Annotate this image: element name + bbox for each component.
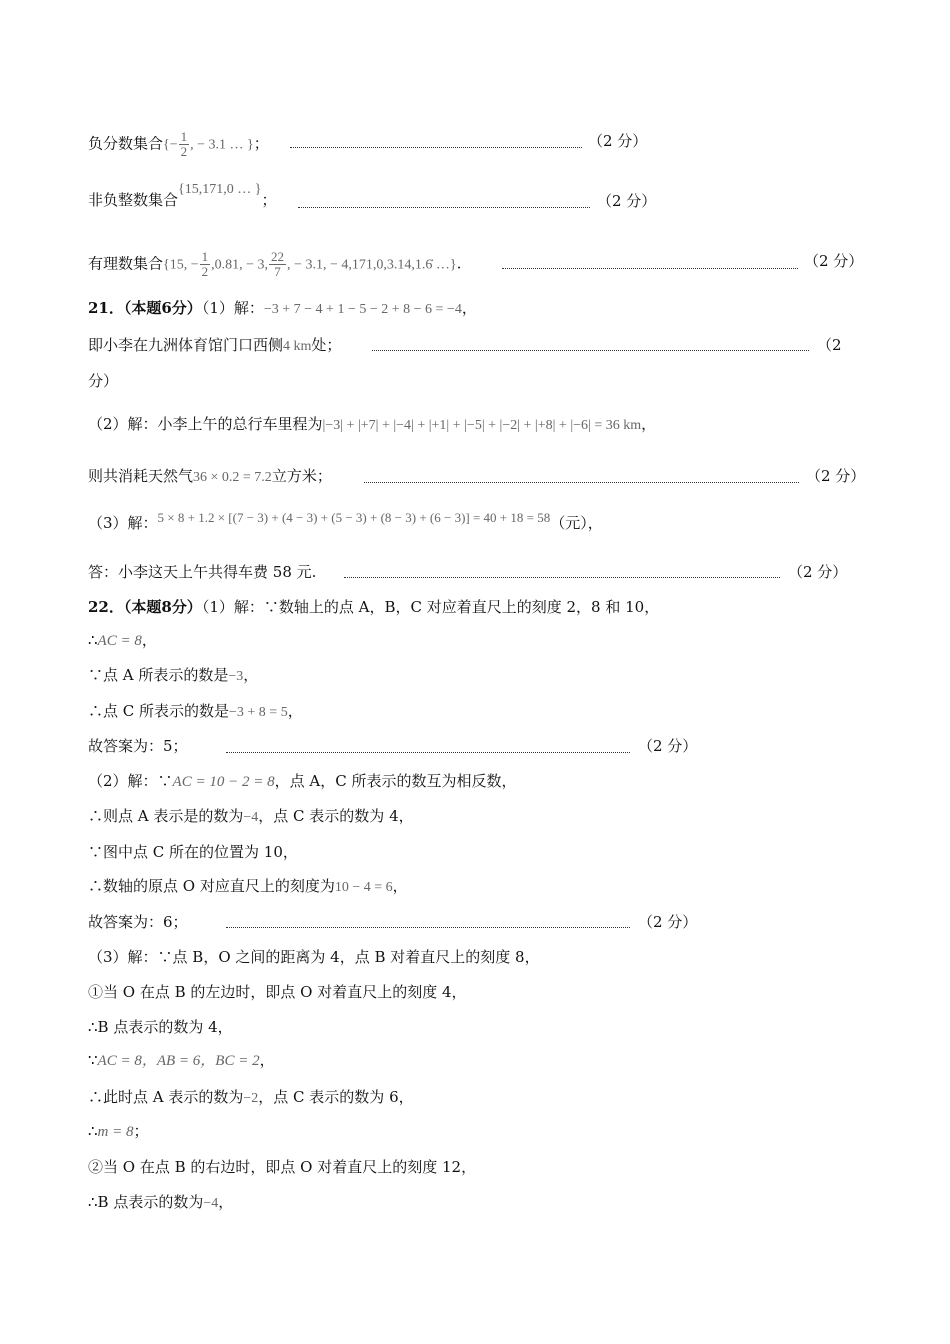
equation: −3 + 8 = 5 (229, 705, 288, 720)
fraction (179, 130, 190, 159)
answer-dotted-line (502, 268, 798, 269)
text: ∵点 A 所表示的数是 (88, 666, 229, 684)
q22-line (88, 1121, 149, 1142)
set-part: {15, − (163, 257, 199, 273)
q22-line: 故答案为：6； (88, 913, 188, 931)
score-label: （2 分） (638, 913, 698, 931)
text: 即小李在九洲体育馆门口西侧 (88, 336, 284, 354)
rational-numbers-line (88, 250, 461, 279)
q22-line (88, 876, 408, 898)
fraction-den: 7 (274, 264, 281, 279)
text: ，点 A，C 所表示的数互为相反数， (274, 772, 517, 790)
line-end: . (456, 254, 462, 273)
score-label: （2 分） (804, 252, 864, 270)
answer-dotted-line (364, 482, 799, 483)
question-head: （本题8分） (123, 598, 202, 616)
negative-fractions-line (88, 130, 269, 159)
line-end: ， (218, 1193, 234, 1211)
equation: AC = 10 − 2 = 8 (172, 774, 275, 790)
unit: （元）， (550, 514, 603, 532)
equation: 36 × 0.2 = 7.2 (193, 470, 272, 485)
q22-line (88, 1192, 233, 1214)
equation: −3 (228, 669, 244, 684)
equation: |−3| + |+7| + |−4| + |+1| + |−5| + |−2| + |+8| + |−6| = 36 km (322, 418, 642, 433)
set-rest: , − 3.1 … } (190, 137, 254, 153)
score-label: （2 分） (806, 467, 866, 485)
question-number: 21． (88, 299, 124, 317)
equation: 5 × 8 + 1.2 × [(7 − 3) + (4 − 3) + (5 − 3) + (8 − 3) + (6 − 3)] = 40 + 18 = 58 (157, 510, 551, 525)
part-intro: （1）解： (201, 299, 264, 317)
q21-p2-line1 (88, 414, 656, 436)
set-values: {15,171,0 … } (178, 182, 262, 197)
q22-line (88, 665, 258, 687)
distance-value: 4 km (283, 339, 312, 354)
text: ∴ (88, 1122, 98, 1140)
q22-line (88, 701, 303, 723)
q22-line (88, 771, 516, 792)
equation: −3 + 7 − 4 + 1 − 5 − 2 + 8 − 6 = −4 (263, 302, 462, 317)
equation: AC = 8 (97, 633, 142, 649)
line-end: ， (392, 877, 408, 895)
q22-line (88, 1050, 275, 1071)
line-label: 非负整数集合 (88, 191, 179, 209)
part-intro: （2）解：小李上午的总行车里程为 (88, 415, 323, 433)
line-label: 有理数集合 (88, 254, 164, 273)
answer-dotted-line (344, 577, 780, 578)
line-end: ， (141, 631, 157, 649)
q22-line: ∵图中点 C 所在的位置为 10， (88, 843, 298, 861)
q22-line (88, 806, 414, 828)
equation: AC = 8，AB = 6，BC = 2 (97, 1053, 260, 1069)
equation: −4 (203, 1196, 219, 1211)
text: ∴ (88, 631, 98, 649)
q22-line: （3）解：∵点 B，O 之间的距离为 4，点 B 对着直尺上的刻度 8， (88, 948, 540, 966)
set-part: ,0.81, − 3, (211, 257, 269, 273)
score-label-part: 分） (88, 372, 119, 390)
text: ∴则点 A 表示是的数为 (88, 807, 244, 825)
line-end: ； (133, 1122, 149, 1140)
fraction (269, 250, 286, 279)
text: 则共消耗天然气 (88, 467, 194, 485)
answer-dotted-line (290, 147, 582, 148)
score-label: （2 分） (597, 192, 657, 210)
text: ∵ (88, 1051, 98, 1069)
score-label: （2 分） (588, 132, 648, 150)
q22-line (88, 630, 157, 651)
fraction-den: 2 (180, 144, 188, 159)
equation: −2 (243, 1091, 259, 1106)
part-intro: （3）解： (88, 514, 158, 532)
text: ，点 C 表示的数为 4， (258, 807, 414, 825)
text: ，点 C 表示的数为 6， (258, 1088, 414, 1106)
line-end: ， (287, 702, 303, 720)
fraction-num: 22 (271, 249, 285, 264)
answer-dotted-line (298, 207, 590, 208)
equation: m = 8 (97, 1124, 134, 1140)
text: ∴B 点表示的数为 (88, 1193, 204, 1211)
q21-answer: 答：小李这天上午共得车费 58 元. (88, 563, 317, 581)
line-end: ； (261, 191, 277, 209)
line-end: ， (641, 415, 657, 433)
score-label: （2 分） (638, 737, 698, 755)
text: （2）解：∵ (88, 772, 173, 790)
q21-p3-line (88, 510, 603, 534)
line-label: 负分数集合 (88, 134, 164, 153)
score-label: （2 分） (788, 563, 848, 581)
fraction-num: 1 (180, 129, 188, 144)
text: ∴此时点 A 表示的数为 (88, 1088, 244, 1106)
text: ∴数轴的原点 O 对应直尺上的刻度为 (88, 877, 335, 895)
score-label-part: （2 (817, 336, 842, 354)
q22-line (88, 1087, 414, 1109)
q21-heading-line (88, 298, 477, 320)
fraction-den: 2 (201, 264, 209, 279)
q21-p2-line2 (88, 466, 332, 488)
answer-dotted-line (226, 927, 630, 928)
line-end: ； (253, 134, 269, 153)
fraction-num: 1 (201, 249, 209, 264)
line-end: ， (243, 666, 259, 684)
q22-line: 故答案为：5； (88, 737, 188, 755)
fraction (200, 250, 211, 279)
answer-dotted-line (226, 752, 630, 753)
text: ∴点 C 所表示的数是 (88, 702, 230, 720)
set-part: , − 3.1, − 4,171,0,3.14,1.6̇ …} (287, 257, 457, 273)
q22-line: ②当 O 在点 B 的右边时，即点 O 对着直尺上的刻度 12， (88, 1158, 477, 1176)
question-number: 22． (88, 598, 124, 616)
line-end: ， (461, 299, 477, 317)
text: 立方米； (271, 467, 332, 485)
equation: 10 − 4 = 6 (334, 880, 393, 895)
nonnegative-integers-line (88, 182, 277, 212)
q22-line: ①当 O 在点 B 的左边时，即点 O 对着直尺上的刻度 4， (88, 983, 467, 1001)
question-head: （本题6分） (123, 299, 202, 317)
set-open: {− (163, 137, 178, 153)
line-end: ， (259, 1051, 275, 1069)
q22-line: ∴B 点表示的数为 4， (88, 1018, 233, 1036)
q22-heading-line (88, 597, 659, 617)
q21-p1-line2 (88, 335, 341, 357)
text: （1）解：∵数轴上的点 A，B，C 对应着直尺上的刻度 2，8 和 10， (201, 598, 660, 616)
equation: −4 (243, 810, 259, 825)
text: 处； (311, 336, 342, 354)
answer-dotted-line (372, 350, 809, 351)
